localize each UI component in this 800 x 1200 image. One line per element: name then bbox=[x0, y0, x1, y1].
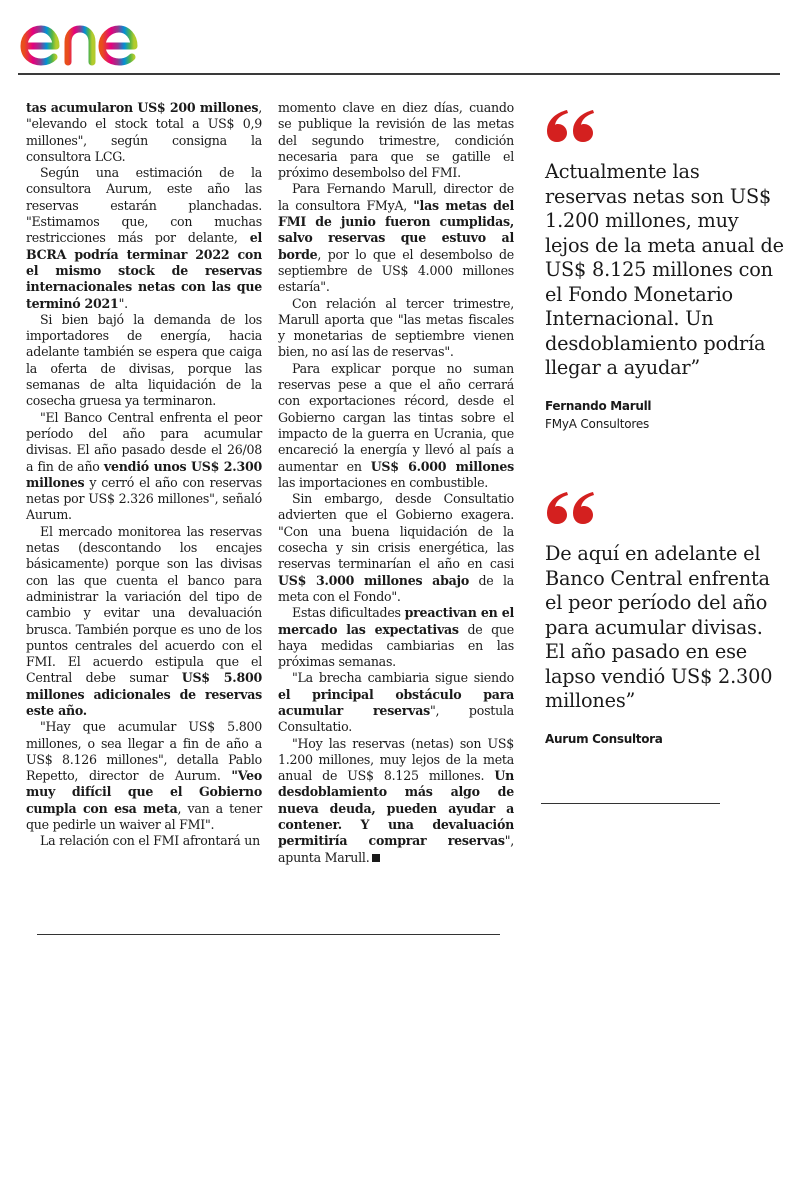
body-text: momento clave en diez días, cuando se publique la revisión de las metas del segundo trimestre, condición necesaria para que se gatille el próximo desembolso del FMI. bbox=[278, 100, 514, 181]
article-paragraph bbox=[278, 361, 514, 491]
pull-quote-1 bbox=[545, 108, 785, 431]
body-text: , por lo que el desembolso de septiembre de US$ 4.000 millones estaría". bbox=[278, 246, 514, 295]
body-text: las importaciones en combustible. bbox=[278, 474, 489, 490]
body-text: Para Fernando Marull, director de la consultora FMyA, bbox=[278, 181, 514, 213]
article-paragraph bbox=[26, 410, 262, 524]
article-paragraph bbox=[26, 312, 262, 410]
body-text: Para explicar porque no suman reservas pese a que el año cerrará con exportaciones récord, desde el Gobierno cargan las tintas sobre el impacto de la guerra en Ucrania, que encareció la energía y llevó al país a aumentar en bbox=[278, 360, 514, 474]
quote-2-text: De aquí en adelante el Banco Central enfrenta el peor período del año para acumular divisas. El año pasado en ese lapso vendió US$ 2.300 millones” bbox=[545, 542, 773, 712]
article-paragraph bbox=[26, 833, 262, 849]
article-paragraph bbox=[278, 670, 514, 735]
body-text: y cerró el año con reservas netas por US$ 2.326 millones", señaló Aurum. bbox=[26, 474, 262, 523]
body-text: Si bien bajó la demanda de los importadores de energía, hacia adelante también se espera que caiga la oferta de divisas, porque las semanas de alta liquidación de la cosecha gruesa ya terminaron. bbox=[26, 311, 262, 409]
article-paragraph bbox=[26, 524, 262, 720]
body-text: , van a tener que pedirle un waiver al FMI". bbox=[26, 800, 262, 833]
bold-text: tas acumularon US$ 200 millones bbox=[26, 100, 259, 115]
body-text: La relación con el FMI afrontará un bbox=[40, 833, 260, 849]
article-paragraph bbox=[26, 165, 262, 312]
article-paragraph bbox=[26, 100, 262, 165]
bold-text: "las metas del FMI de junio fueron cumplidas, salvo reservas que estuvo al borde bbox=[278, 197, 514, 262]
body-text: ", postula Consultatio. bbox=[278, 702, 514, 735]
body-text: "La brecha cambiaria sigue siendo bbox=[292, 670, 514, 686]
body-text: Según una estimación de la consultora Aurum, este año las reservas estarán planchadas. "Estimamos que, con muchas restricciones más por delante, bbox=[26, 165, 262, 246]
bold-text: Un desdoblamiento más algo de nueva deuda, pueden ayudar a contener. Y una devaluación permitiría comprar reservas bbox=[278, 768, 514, 849]
bold-text: preactivan en el mercado las expectativas bbox=[278, 605, 514, 637]
article-column-1 bbox=[26, 100, 262, 850]
bold-text: US$ 3.000 millones abajo bbox=[278, 572, 469, 588]
bold-text: "Veo muy difícil que el Gobierno cumpla con esa meta bbox=[26, 768, 262, 816]
pull-quote-2 bbox=[545, 490, 785, 746]
body-text: El mercado monitorea las reservas netas (descontando los encajes básicamente) porque son las divisas con las que cuenta el banco para administrar la variación del tipo de cambio y evitar una devaluación brusca. También porque es uno de los puntos centrales del acuerdo con el FMI. El acuerdo estipula que el Central debe sumar bbox=[26, 523, 262, 686]
bold-text: vendió unos US$ 2.300 millones bbox=[26, 458, 262, 490]
body-text: Con relación al tercer trimestre, Marull aporta que "las metas fiscales y monetarias de septiembre vienen bien, no así las de reservas". bbox=[278, 295, 514, 360]
body-text: "Hoy las reservas (netas) son US$ 1.200 millones, muy lejos de la meta anual de US$ 8.125 millones. bbox=[278, 735, 514, 784]
quote-mark-icon bbox=[545, 108, 597, 144]
article-paragraph bbox=[278, 491, 514, 605]
body-text: "Hay que acumular US$ 5.800 millones, o sea llegar a fin de año a US$ 8.126 millones", detalla Pablo Repetto, director de Aurum. bbox=[26, 719, 262, 784]
article-paragraph bbox=[278, 736, 514, 866]
quote-2-author: Aurum Consultora bbox=[545, 731, 663, 746]
bold-text: US$ 5.800 millones adicionales de reservas este año. bbox=[26, 670, 262, 718]
body-text: ", apunta Marull. bbox=[278, 833, 514, 865]
article-paragraph bbox=[278, 605, 514, 670]
enel-logo bbox=[18, 8, 178, 68]
quote-1-text: Actualmente las reservas netas son US$ 1.200 millones, muy lejos de la meta anual de US$ 8.125 millones con el Fondo Monetario Internacional. Un desdoblamiento podría llegar a ayudar” bbox=[545, 160, 784, 379]
bold-text: el BCRA podría terminar 2022 con el mismo stock de reservas internacionales netas con las que terminó 2021 bbox=[26, 230, 262, 311]
body-text: ". bbox=[118, 295, 128, 311]
body-text: de que haya medidas cambiarias en las próximas semanas. bbox=[278, 621, 514, 670]
bold-text: US$ 6.000 millones bbox=[370, 458, 514, 474]
end-mark-icon bbox=[372, 854, 380, 862]
quote-mark-icon bbox=[545, 490, 597, 526]
body-text: Estas dificultades bbox=[292, 605, 405, 621]
quote-1-author: Fernando Marull bbox=[545, 398, 652, 413]
body-text: "El Banco Central enfrenta el peor período del año para acumular divisas. El año pasado desde el 26/08 a fin de año bbox=[26, 409, 262, 474]
article-column-2 bbox=[278, 100, 514, 866]
quote-1-org: FMyA Consultores bbox=[545, 416, 650, 431]
header-rule bbox=[18, 73, 780, 75]
article-paragraph bbox=[278, 181, 514, 295]
body-text: Sin embargo, desde Consultatio advierten que el Gobierno exagera. "Con una buena liquidación de la cosecha y sin crisis energética, las reservas terminarían el año en casi bbox=[278, 491, 514, 572]
sidebar-rule bbox=[541, 803, 720, 804]
body-text: de la meta con el Fondo". bbox=[278, 572, 514, 604]
article-paragraph bbox=[26, 719, 262, 833]
footer-rule bbox=[37, 934, 500, 935]
body-text: , "elevando el stock total a US$ 0,9 millones", según consigna la consultora LCG. bbox=[26, 100, 262, 164]
bold-text: el principal obstáculo para acumular reservas bbox=[278, 686, 514, 718]
article-paragraph bbox=[278, 100, 514, 181]
article-paragraph bbox=[278, 296, 514, 361]
